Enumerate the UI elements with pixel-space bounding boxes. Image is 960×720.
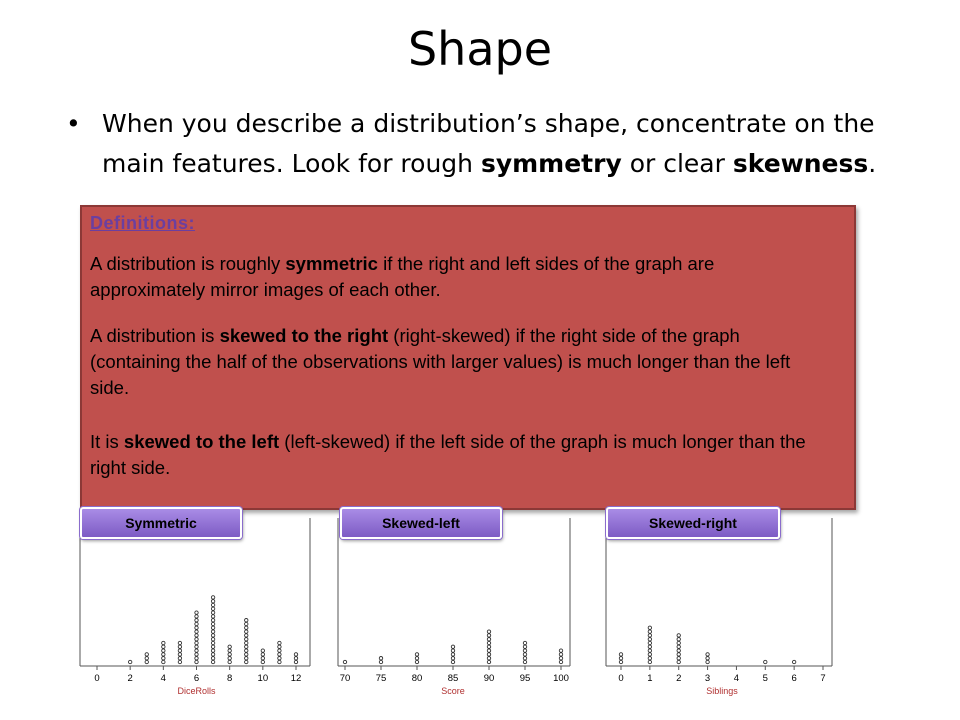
data-dot — [245, 645, 248, 648]
definitions-title: Definitions: — [90, 213, 195, 233]
data-dot — [523, 657, 526, 660]
dotplot-skewed-right — [606, 518, 832, 696]
data-dot — [451, 660, 454, 663]
data-dot — [128, 660, 131, 663]
bullet-mid: or clear — [621, 149, 733, 178]
tab-skewed-left: Skewed-left — [340, 507, 502, 539]
data-dot — [245, 626, 248, 629]
dotplot-symmetric — [80, 518, 310, 696]
data-dot — [178, 653, 181, 656]
data-dot — [677, 641, 680, 644]
data-dot — [648, 649, 651, 652]
x-tick-label: 85 — [447, 673, 459, 684]
slide-title: Shape — [407, 22, 553, 76]
x-tick-label: 6 — [193, 673, 200, 684]
data-dot — [648, 638, 651, 641]
data-dot — [487, 630, 490, 633]
data-dot — [195, 619, 198, 622]
data-dot — [211, 615, 214, 618]
data-dot — [228, 645, 231, 648]
data-dot — [145, 657, 148, 660]
data-dot — [294, 660, 297, 663]
data-dot — [211, 619, 214, 622]
data-dot — [195, 660, 198, 663]
data-dot — [245, 657, 248, 660]
data-dot — [415, 657, 418, 660]
data-dot — [343, 660, 346, 663]
x-tick-label: 70 — [339, 673, 351, 684]
data-dot — [195, 622, 198, 625]
data-dot — [228, 660, 231, 663]
data-dot — [195, 615, 198, 618]
data-dot — [451, 653, 454, 656]
x-tick-label: 8 — [227, 673, 233, 684]
data-dot — [648, 641, 651, 644]
data-dot — [162, 657, 165, 660]
data-dot — [278, 660, 281, 663]
x-tick-label: 5 — [762, 673, 768, 684]
data-dot — [211, 622, 214, 625]
data-dot — [145, 653, 148, 656]
data-dot — [228, 653, 231, 656]
data-dot — [677, 649, 680, 652]
data-dot — [211, 638, 214, 641]
data-dot — [278, 657, 281, 660]
x-tick-label: 90 — [483, 673, 495, 684]
data-dot — [619, 660, 622, 663]
data-dot — [677, 657, 680, 660]
data-dot — [451, 657, 454, 660]
data-dot — [559, 657, 562, 660]
definition-symmetric-post: if the right and left sides of the graph are approximately mirror images of each other. — [90, 253, 715, 300]
data-dot — [415, 653, 418, 656]
data-dot — [211, 660, 214, 663]
data-dot — [211, 626, 214, 629]
data-dot — [379, 657, 382, 660]
bullet-bold-symmetry: symmetry — [480, 149, 622, 178]
definition-skewed-left — [90, 429, 830, 481]
data-dot — [211, 611, 214, 614]
definitions-box — [80, 205, 856, 510]
data-dot — [677, 638, 680, 641]
data-dot — [195, 634, 198, 637]
data-dot — [162, 645, 165, 648]
bullet-bold-skewness: skewness — [732, 149, 869, 178]
data-dot — [261, 657, 264, 660]
data-dot — [706, 660, 709, 663]
definition-symmetric — [90, 251, 830, 303]
data-dot — [145, 660, 148, 663]
data-dot — [195, 626, 198, 629]
bullet-end: . — [868, 149, 877, 178]
data-dot — [245, 619, 248, 622]
data-dot — [523, 653, 526, 656]
x-tick-label: 3 — [704, 673, 711, 684]
data-dot — [195, 657, 198, 660]
data-dot — [228, 649, 231, 652]
data-dot — [245, 653, 248, 656]
x-axis-label: Score — [441, 686, 465, 696]
x-tick-label: 1 — [647, 673, 653, 684]
data-dot — [677, 653, 680, 656]
data-dot — [764, 660, 767, 663]
data-dot — [294, 657, 297, 660]
data-dot — [451, 645, 454, 648]
data-dot — [245, 630, 248, 633]
x-tick-label: 4 — [733, 673, 740, 684]
data-dot — [211, 653, 214, 656]
data-dot — [195, 653, 198, 656]
data-dot — [245, 649, 248, 652]
data-dot — [245, 634, 248, 637]
x-tick-label: 6 — [791, 673, 797, 684]
data-dot — [487, 657, 490, 660]
data-dot — [211, 641, 214, 644]
definition-skewed-right-pre: A distribution is — [90, 325, 220, 346]
data-dot — [195, 649, 198, 652]
data-dot — [178, 641, 181, 644]
data-dot — [211, 645, 214, 648]
x-tick-label: 10 — [257, 673, 269, 684]
definition-skewed-left-post: (left-skewed) if the left side of the graph is much longer than the right side. — [90, 431, 806, 478]
x-tick-label: 2 — [127, 673, 133, 684]
data-dot — [278, 653, 281, 656]
data-dot — [487, 641, 490, 644]
definition-skewed-left-pre: It is — [90, 431, 124, 452]
data-dot — [245, 660, 248, 663]
data-dot — [245, 622, 248, 625]
definition-skewed-right — [90, 323, 830, 401]
x-tick-label: 4 — [160, 673, 166, 684]
data-dot — [228, 657, 231, 660]
data-dot — [648, 634, 651, 637]
data-dot — [211, 596, 214, 599]
data-dot — [706, 657, 709, 660]
definition-symmetric-term: symmetric — [285, 253, 378, 274]
tab-skewed-right: Skewed-right — [606, 507, 780, 539]
definition-skewed-right-post: (right-skewed) if the right side of the graph (containing the half of the observations with larger values) is much longer than the left side. — [90, 325, 791, 398]
data-dot — [278, 649, 281, 652]
x-tick-label: 100 — [553, 673, 569, 684]
data-dot — [162, 660, 165, 663]
data-dot — [523, 645, 526, 648]
data-dot — [261, 649, 264, 652]
data-dot — [677, 645, 680, 648]
data-dot — [195, 630, 198, 633]
x-tick-label: 0 — [94, 673, 100, 684]
data-dot — [487, 634, 490, 637]
data-dot — [451, 649, 454, 652]
data-dot — [278, 641, 281, 644]
data-dot — [211, 649, 214, 652]
data-dot — [648, 657, 651, 660]
data-dot — [559, 649, 562, 652]
data-dot — [195, 638, 198, 641]
data-dot — [559, 653, 562, 656]
data-dot — [379, 660, 382, 663]
data-dot — [178, 649, 181, 652]
data-dot — [523, 660, 526, 663]
data-dot — [648, 626, 651, 629]
data-dot — [211, 634, 214, 637]
x-tick-label: 0 — [618, 673, 624, 684]
data-dot — [487, 660, 490, 663]
data-dot — [487, 638, 490, 641]
data-dot — [619, 657, 622, 660]
data-dot — [211, 603, 214, 606]
data-dot — [178, 657, 181, 660]
data-dot — [648, 645, 651, 648]
data-dot — [261, 653, 264, 656]
data-dot — [178, 645, 181, 648]
definition-skewed-left-term: skewed to the left — [123, 431, 280, 452]
data-dot — [211, 607, 214, 610]
x-tick-label: 95 — [519, 673, 531, 684]
data-dot — [195, 611, 198, 614]
data-dot — [487, 649, 490, 652]
data-dot — [619, 653, 622, 656]
data-dot — [162, 649, 165, 652]
x-tick-label: 12 — [290, 673, 302, 684]
data-dot — [211, 600, 214, 603]
bullet-line1: When you describe a distribution’s shape, concentrate on the — [102, 109, 875, 138]
definition-symmetric-pre: A distribution is roughly — [90, 253, 286, 274]
data-dot — [677, 634, 680, 637]
dotplot-skewed-left — [338, 518, 570, 696]
data-dot — [792, 660, 795, 663]
data-dot — [245, 641, 248, 644]
tab-symmetric: Symmetric — [80, 507, 242, 539]
data-dot — [195, 641, 198, 644]
x-tick-label: 2 — [676, 673, 682, 684]
data-dot — [278, 645, 281, 648]
data-dot — [648, 660, 651, 663]
data-dot — [559, 660, 562, 663]
x-tick-label: 7 — [820, 673, 826, 684]
data-dot — [415, 660, 418, 663]
bullet-marker: • — [66, 109, 81, 138]
data-dot — [294, 653, 297, 656]
data-dot — [178, 660, 181, 663]
data-dot — [523, 641, 526, 644]
data-dot — [487, 653, 490, 656]
data-dot — [195, 645, 198, 648]
data-dot — [211, 630, 214, 633]
bullet-line2: main features. Look for rough — [102, 149, 481, 178]
data-dot — [523, 649, 526, 652]
data-dot — [162, 653, 165, 656]
data-dot — [487, 645, 490, 648]
data-dot — [245, 638, 248, 641]
data-dot — [162, 641, 165, 644]
data-dot — [677, 660, 680, 663]
x-axis-label: DiceRolls — [177, 686, 216, 696]
data-dot — [706, 653, 709, 656]
data-dot — [648, 630, 651, 633]
x-tick-label: 80 — [411, 673, 423, 684]
definition-skewed-right-term: skewed to the right — [219, 325, 389, 346]
data-dot — [261, 660, 264, 663]
data-dot — [648, 653, 651, 656]
x-axis-label: Siblings — [706, 686, 738, 696]
data-dot — [211, 657, 214, 660]
x-tick-label: 75 — [375, 673, 387, 684]
